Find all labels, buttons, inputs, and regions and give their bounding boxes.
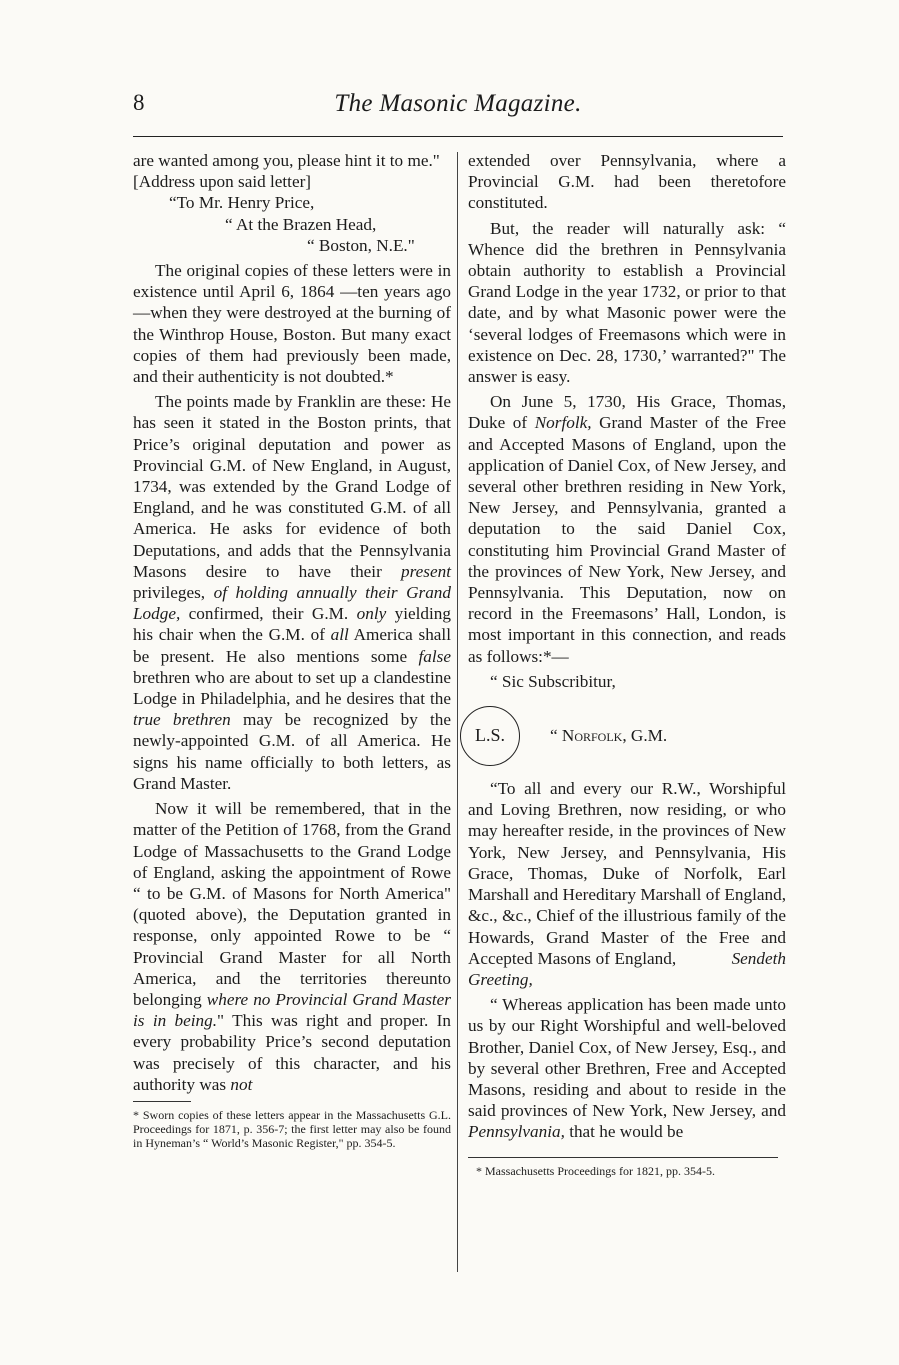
left-column: [133, 150, 451, 1150]
signature: “ Norfolk, G.M.: [550, 726, 668, 746]
seal-block: [460, 706, 786, 766]
paragraph: Now it will be remembered, that in the matter of the Petition of 1768, from the Grand Lodge of Massachusetts to the Grand Lodge of England, asking the appointment of Rowe “ to be G.M. of Masons for North America" (quoted above), the Deputation granted in response, only appointed Rowe to be “ Provincial Grand Master for all North America, and the territories thereunto belonging where no Provincial Grand Master is in being." This was right and proper. In every probability Price’s second deputation was precisely of this character, and his authority was not: [133, 799, 452, 1094]
address-line: “To Mr. Henry Price,: [169, 193, 315, 213]
paragraph: But, the reader will naturally ask: “ Whence did the brethren in Pennsylvania obtain authority to establish a Provincial Grand Lodge in the year 1732, or prior to that date, and by what Masonic power were the ‘several lodges of Freemasons which were in existence on Dec. 28, 1730,’ warranted?" The answer is easy.: [468, 218, 786, 387]
paragraph: On June 5, 1730, His Grace, Thomas, Duke of Norfolk, Grand Master of the Free and Accepted Masons of England, upon the application of Daniel Cox, of New Jersey, and several other brethren residing in New York, New Jersey, and Pennsylvania, granted a deputation to the said Daniel Cox, constituting him Provincial Grand Master of the provinces of New York, New Jersey, and Pennsylvania. This Deputation, now on record in the Freemasons’ Hall, London, is most important in this connection, and reads as follows:*—: [468, 392, 786, 666]
page-header: [133, 90, 783, 130]
footnote-rule: [133, 1101, 191, 1102]
footnote: * Sworn copies of these letters appear in the Massachusetts G.L. Proceedings for 1871, p. 356-7; the first letter may also be found in Hyneman’s “ World’s Masonic Register," pp. 354-5.: [133, 1107, 451, 1150]
column-divider: [457, 152, 458, 1272]
footnote-rule: [468, 1157, 778, 1158]
paragraph: The points made by Franklin are these: He has seen it stated in the Boston prints, that Price’s original deputation and power as Provincial G.M. of New England, in August, 1734, was extended by the Grand Lodge of England, and he was constituted G.M. of all America. He asks for evidence of both Deputations, and adds that the Pennsylvania Masons desire to have their present privileges, of holding annually their Grand Lodge, confirmed, their G.M. only yielding his chair when the G.M. of all America shall be present. He also mentions some false brethren who are about to set up a clandestine Lodge in Philadelphia, and he desires that the true brethren may be recognized by the newly-appointed G.M. of all America. He signs his name officially to both letters, as Grand Master.: [133, 392, 452, 793]
page-number: 8: [133, 90, 145, 115]
paragraph: The original copies of these letters were in existence until April 6, 1864 —ten years ago—when they were destroyed at the burning of the Winthrop House, Boston. But many exact copies of them had previously been made, and their authenticity is not doubted.*: [133, 261, 451, 387]
seal-label: L.S.: [474, 725, 505, 746]
footnote: * Massachusetts Proceedings for 1821, pp. 354-5.: [476, 1163, 715, 1178]
paragraph: “To all and every our R.W., Worshipful and Loving Brethren, now residing, or who may hereafter reside, in the provinces of New York, New Jersey, and Pennsylvania, His Grace, Thomas, Duke of Norfolk, Earl Marshall and Hereditary Marshall of England, &c., &c., Chief of the illustrious family of the Howards, Grand Master of the Free and Accepted Masons of England, Sendeth Greeting,: [468, 779, 786, 989]
paragraph: are wanted among you, please hint it to me.": [133, 151, 440, 170]
seal-circle: [460, 706, 520, 766]
salutation-line: “ Sic Subscribitur,: [490, 671, 616, 691]
address-note: [Address upon said letter]: [133, 172, 312, 192]
header-rule: [133, 136, 783, 137]
paragraph: “ Whereas application has been made unto us by our Right Worshipful and well-beloved Brother, Daniel Cox, of New Jersey, Esq., and by several other Brethren, Free and Accepted Masons, residing and about to reside in the said provinces of New York, New Jersey, and Pennsylvania, that he would be: [468, 995, 786, 1142]
address-line: “ At the Brazen Head,: [225, 214, 377, 234]
running-title: The Masonic Magazine.: [334, 90, 582, 117]
right-column: [468, 150, 786, 1178]
paragraph: extended over Pennsylvania, where a Provincial G.M. had been theretofore constituted.: [468, 151, 786, 213]
address-line: “ Boston, N.E.": [307, 235, 415, 255]
